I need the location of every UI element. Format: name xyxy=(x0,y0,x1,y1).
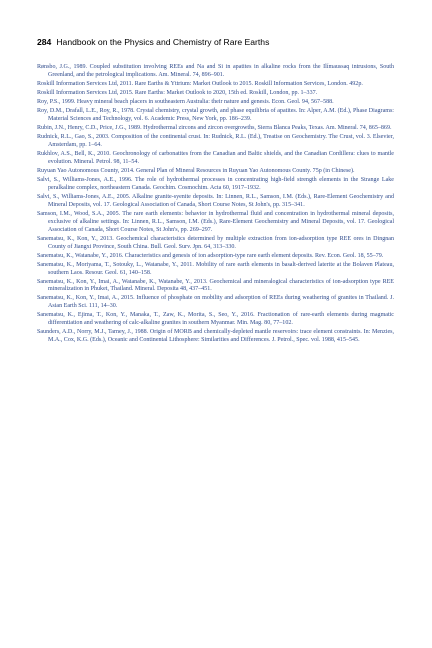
reference-entry[interactable]: Rudnick, R.L., Gao, S., 2003. Composition of the continental crust. In: Rudnick, R.L. (Ed.), Treatise on Geochemistry. The Crust, vol. 3. Elsevier, Amsterdam, pp. 1–64. xyxy=(37,133,394,148)
page-number: 284 xyxy=(37,37,52,47)
running-header xyxy=(37,37,397,48)
reference-entry[interactable]: Sanematsu, K., Ejima, T., Kon, Y., Manaka, T., Zaw, K., Morita, S., Seo, Y., 2016. Fractionation of rare-earth elements during magmatic differentiation and weathering of calc-alkaline granites in southern Myanmar. Min. Mag. 80, 77–102. xyxy=(37,312,394,327)
reference-entry[interactable]: Saunders, A.D., Norry, M.J., Tarney, J., 1988. Origin of MORB and chemically-depleted mantle reservoirs: trace element constraints. In: Menzies, M.A., Cox, K.G. (Eds.), Oceanic and Continental Lithosphere: Similarities and Differences. J. Petrol., Spec. vol. 1988, 415–545. xyxy=(37,329,394,344)
reference-entry[interactable]: Sanematsu, K., Kon, Y., Imai, A., 2015. Influence of phosphate on mobility and adsorption of REEs during weathering of granites in Thailand. J. Asian Earth Sci. 111, 14–30. xyxy=(37,295,394,310)
running-title: Handbook on the Physics and Chemistry of Rare Earths xyxy=(56,37,270,47)
reference-entry[interactable]: Rønsbo, J.G., 1989. Coupled substitution involving REEs and Na and Si in apatites in alkaline rocks from the Ilímaussaq intrusions, South Greenland, and the petrological implications. Am. Mineral. 74, 896–901. xyxy=(37,64,394,78)
reference-entry[interactable]: Roskill Information Services Ltd, 2015. Rare Earths: Market Outlook to 2020, 15th ed. Roskill, London, pp. 1–337. xyxy=(37,89,318,96)
reference-entry[interactable]: Samson, I.M., Wood, S.A., 2005. The rare earth elements: behavior in hydrothermal fluid and concentration in hydrothermal mineral deposits, exclusive of alkaline settings. In: Linnen, R.L., Samson, I.M. (Eds.), Rare-Element Geochemistry and Mineral Deposits, vol. 17. Geological Association of Canada, Short Course Notes, St John's, pp. 269–297. xyxy=(37,210,394,233)
reference-entry[interactable]: Sanematsu, K., Watanabe, Y., 2016. Characteristics and genesis of ion adsorption-type rare earth element deposits. Rev. Econ. Geol. 18, 55–79. xyxy=(37,252,384,259)
reference-entry[interactable]: Roskill Information Services Ltd, 2011. Rare Earths & Yttrium: Market Outlook to 2015. Roskill Information Services, London. 492p. xyxy=(37,80,363,87)
reference-entry[interactable]: Rubin, J.N., Henry, C.D., Price, J.G., 1989. Hydrothermal zircons and zircon overgrowths, Sierra Blanca Peaks, Texas. Am. Mineral. 74, 865–869. xyxy=(37,124,392,131)
reference-entry[interactable]: Sanematsu, K., Kon, Y., Imai, A., Watanabe, K., Watanabe, Y., 2013. Geochemical and mineralogical characteristics of ion-adsorption type REE mineralization in Phuket, Thailand. Mineral. Deposita 48, 437–451. xyxy=(37,278,394,293)
reference-entry[interactable]: Salvi, S., Williams-Jones, A.E., 2005. Alkaline granite-syenite deposits. In: Linnen, R.L., Samson, I.M. (Eds.), Rare-Element Geochemistry and Mineral Deposits, vol. 17. Geological Association of Canada, Short Course Notes, St John's, pp. 315–341. xyxy=(37,193,394,208)
reference-entry[interactable]: Ruyuan Yao Autonomous County, 2014. General Plan of Mineral Resources in Ruyuan Yao Autonomous County. 75p (in Chinese). xyxy=(37,167,355,174)
reference-list xyxy=(37,64,394,346)
reference-entry[interactable]: Sanematsu, K., Moriyama, T., Sotouky, L., Watanabe, Y., 2011. Mobility of rare earth elements in basalt-derived laterite at the Bolaven Plateau, southern Laos. Resour. Geol. 61, 140–158. xyxy=(37,261,394,276)
reference-entry[interactable]: Roy, D.M., Drafall, L.E., Roy, R., 1978. Crystal chemistry, crystal growth, and phase equilibria of apatites. In: Alper, A.M. (Ed.), Phase Diagrams: Material Sciences and Technology, vol. 6. Academic Press, New York, pp. 186–239. xyxy=(37,107,394,122)
reference-entry[interactable]: Salvi, S., Williams-Jones, A.E., 1996. The role of hydrothermal processes in concentrating high-field strength elements in the Strange Lake peralkaline complex, northeastern Canada. Geochim. Cosmochim. Acta 60, 1917–1932. xyxy=(37,176,394,191)
reference-entry[interactable]: Roy, P.S., 1999. Heavy mineral beach placers in southeastern Australia: their nature and genesis. Econ. Geol. 94, 567–588. xyxy=(37,98,334,105)
reference-entry[interactable]: Rukhlov, A.S., Bell, K., 2010. Geochronology of carbonatites from the Canadian and Baltic shields, and the Canadian Cordillera: clues to mantle evolution. Mineral. Petrol. 98, 11–54. xyxy=(37,150,394,165)
reference-entry[interactable]: Sanematsu, K., Kon, Y., 2013. Geochemical characteristics determined by multiple extraction from ion-adsorption type REE ores in Dingnan County of Jiangxi Province, South China. Bull. Geol. Surv. Jpn. 64, 313–330. xyxy=(37,235,394,250)
